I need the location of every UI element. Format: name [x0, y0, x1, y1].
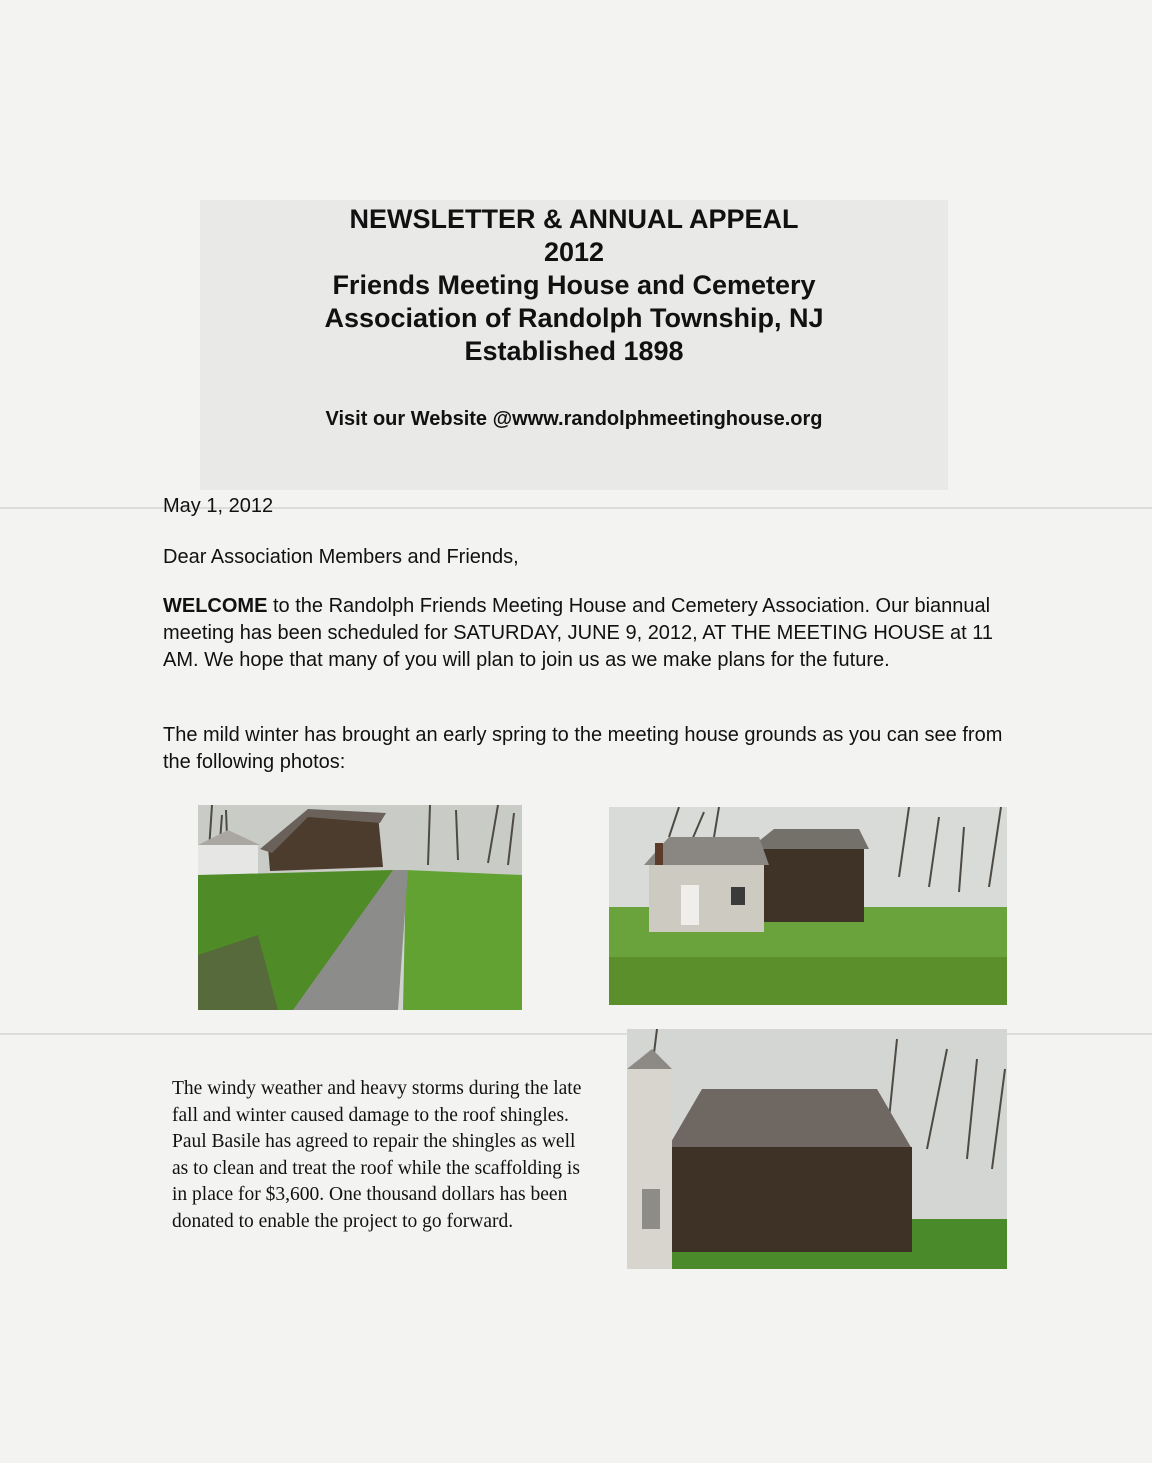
- photo-grass-path: [198, 805, 522, 1010]
- header-organization-line2: Association of Randolph Township, NJ: [324, 303, 824, 333]
- photo-meeting-house-side: [609, 807, 1007, 1005]
- welcome-text: to the Randolph Friends Meeting House and Cemetery Association. Our biannual meeting has been scheduled for SATURDAY, JUNE 9, 2012, AT THE MEETING HOUSE at 11 AM. We hope that many of you will plan to join us as we make plans for the future.: [163, 595, 993, 671]
- roof-repair-caption: The windy weather and heavy storms during the late fall and winter caused damage to the roof shingles. Paul Basile has agreed to repair the shingles as well as to clean and treat the roof while the scaffolding is in place for $3,600. One thousand dollars has been donated to enable the project to go forward.: [172, 1078, 582, 1232]
- header-year: 2012: [543, 237, 605, 267]
- website-line: Visit our Website @www.randolphmeetinghouse.org: [325, 408, 823, 430]
- header-organization-line1: Friends Meeting House and Cemetery: [332, 270, 816, 300]
- header-established: Established 1898: [464, 336, 684, 366]
- letter-date: May 1, 2012: [163, 495, 274, 517]
- letter-salutation: Dear Association Members and Friends,: [163, 546, 519, 568]
- welcome-word: WELCOME: [163, 595, 268, 617]
- welcome-paragraph: [163, 593, 1013, 674]
- header-title: NEWSLETTER & ANNUAL APPEAL: [349, 204, 799, 234]
- photo-meeting-house-roof: [627, 1029, 1007, 1269]
- spring-paragraph: The mild winter has brought an early spring to the meeting house grounds as you can see from the following photos:: [163, 724, 1003, 773]
- newsletter-header: [200, 203, 948, 431]
